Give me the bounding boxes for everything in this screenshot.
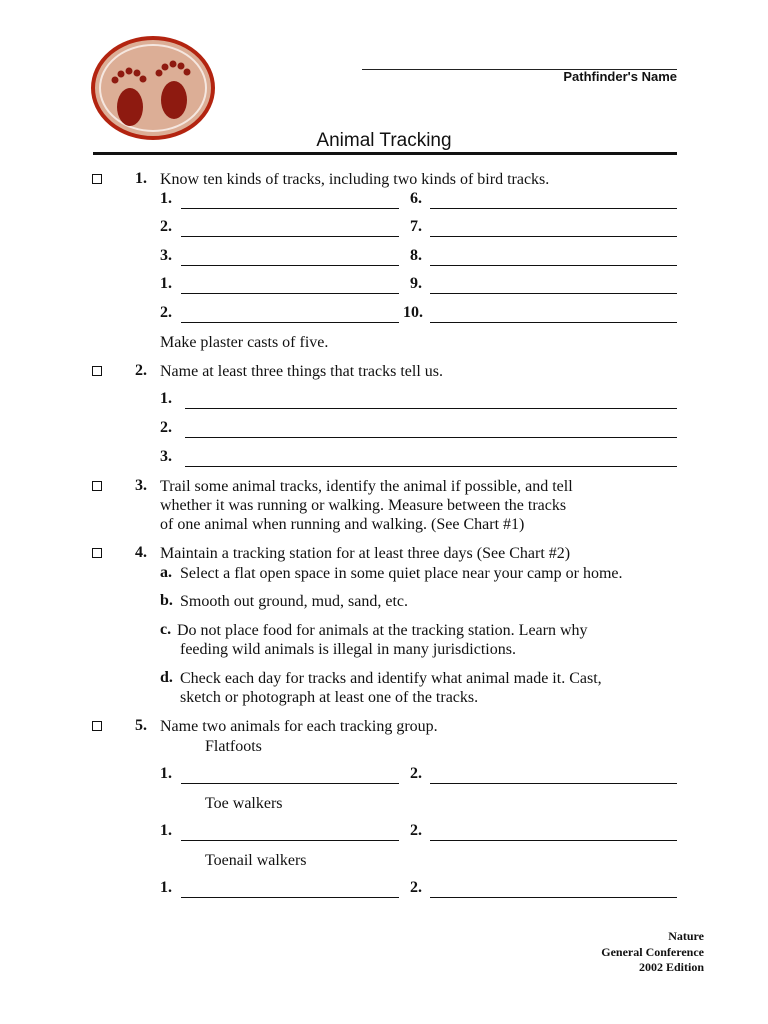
req4-item-a-text: Select a flat open space in some quiet place near your camp or home. <box>180 565 623 582</box>
req5-text: Name two animals for each tracking group. <box>160 718 438 735</box>
req1-blank-2[interactable] <box>181 236 399 237</box>
req1-blank-6[interactable] <box>430 208 677 209</box>
footer <box>601 929 704 976</box>
req3-text-line-1: Trail some animal tracks, identify the animal if possible, and tell <box>160 478 573 495</box>
req1-label-1: 1. <box>160 190 172 207</box>
badge-background <box>93 38 213 138</box>
group-toe-walkers-label-1: 1. <box>160 822 172 839</box>
req2-blank-3[interactable] <box>185 466 677 467</box>
group-toenail-walkers-blank-2[interactable] <box>430 897 677 898</box>
pathfinder-honor-badge <box>90 35 216 141</box>
req5-number: 5. <box>135 717 147 734</box>
req1-label-9: 9. <box>410 275 422 292</box>
req4-item-d-letter: d. <box>160 669 173 686</box>
group-toe-walkers-label-2: 2. <box>410 822 422 839</box>
req1-text: Know ten kinds of tracks, including two kinds of bird tracks. <box>160 171 550 188</box>
req4-item-b-letter: b. <box>160 592 173 609</box>
group-flatfoots-blank-2[interactable] <box>430 783 677 784</box>
req4-item-c-text-line-1: Do not place food for animals at the tracking station. Learn why <box>177 622 588 639</box>
title-rule <box>93 152 677 155</box>
req4-checkbox[interactable] <box>92 548 102 558</box>
req2-label-1: 1. <box>160 390 172 407</box>
req4-item-c-text-line-2: feeding wild animals is illegal in many jurisdictions. <box>180 641 516 658</box>
req2-text: Name at least three things that tracks tell us. <box>160 363 444 380</box>
group-toe-walkers-blank-2[interactable] <box>430 840 677 841</box>
req3-text-line-2: whether it was running or walking. Measure between the tracks <box>160 497 567 514</box>
req1-number: 1. <box>135 170 147 187</box>
footer-publisher: General Conference <box>601 944 704 959</box>
req1-blank-8[interactable] <box>430 265 677 266</box>
req1-note: Make plaster casts of five. <box>160 334 329 351</box>
req1-checkbox[interactable] <box>92 174 102 184</box>
req3-number: 3. <box>135 477 147 494</box>
req1-blank-9[interactable] <box>430 293 677 294</box>
req4-item-a-letter: a. <box>160 564 172 581</box>
req2-blank-2[interactable] <box>185 437 677 438</box>
group-toenail-walkers-name: Toenail walkers <box>205 852 307 869</box>
req4-item-d-text-line-2: sketch or photograph at least one of the tracks. <box>180 689 479 706</box>
group-flatfoots-label-2: 2. <box>410 765 422 782</box>
group-toenail-walkers-label-2: 2. <box>410 879 422 896</box>
req4-item-c-letter: c. <box>160 621 172 638</box>
req3-text-line-3: of one animal when running and walking. (See Chart #1) <box>160 516 525 533</box>
req3-checkbox[interactable] <box>92 481 102 491</box>
req5-checkbox[interactable] <box>92 721 102 731</box>
group-toe-walkers-blank-1[interactable] <box>181 840 399 841</box>
req1-blank-7[interactable] <box>430 236 677 237</box>
req2-checkbox[interactable] <box>92 366 102 376</box>
req1-label-4: 1. <box>160 275 172 292</box>
group-flatfoots-blank-1[interactable] <box>181 783 399 784</box>
req2-label-2: 2. <box>160 419 172 436</box>
req1-blank-10[interactable] <box>430 322 677 323</box>
group-flatfoots-name: Flatfoots <box>205 738 262 755</box>
req1-label-2: 2. <box>160 218 172 235</box>
req1-blank-3[interactable] <box>181 265 399 266</box>
req2-number: 2. <box>135 362 147 379</box>
req1-label-3: 3. <box>160 247 172 264</box>
footer-edition: 2002 Edition <box>638 960 704 974</box>
group-toenail-walkers-blank-1[interactable] <box>181 897 399 898</box>
req1-label-10: 10. <box>403 304 423 321</box>
req2-label-3: 3. <box>160 448 172 465</box>
req1-label-7: 7. <box>410 218 422 235</box>
req1-label-8: 8. <box>410 247 422 264</box>
footer-category: Nature <box>668 929 704 943</box>
group-flatfoots-label-1: 1. <box>160 765 172 782</box>
req4-number: 4. <box>135 544 147 561</box>
req2-blank-1[interactable] <box>185 408 677 409</box>
group-toenail-walkers-label-1: 1. <box>160 879 172 896</box>
req1-label-6: 6. <box>410 190 422 207</box>
req1-label-5: 2. <box>160 304 172 321</box>
page-title: Animal Tracking <box>316 130 452 151</box>
req4-text: Maintain a tracking station for at least three days (See Chart #2) <box>160 545 571 562</box>
pathfinder-name-label: Pathfinder's Name <box>563 69 677 84</box>
req4-item-b-text: Smooth out ground, mud, sand, etc. <box>180 593 408 610</box>
req1-blank-5[interactable] <box>181 322 399 323</box>
group-toe-walkers-name: Toe walkers <box>205 795 283 812</box>
req4-item-d-text-line-1: Check each day for tracks and identify what animal made it. Cast, <box>180 670 602 687</box>
req1-blank-4[interactable] <box>181 293 399 294</box>
req1-blank-1[interactable] <box>181 208 399 209</box>
